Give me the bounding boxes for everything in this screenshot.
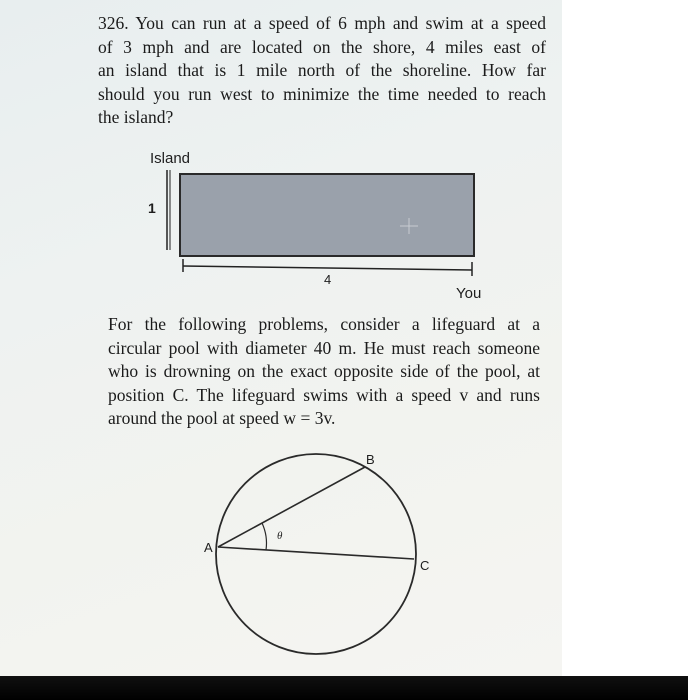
lifeguard-line: For the following problems, consider a lifeguard at a	[108, 314, 540, 334]
distance-label: 4	[324, 272, 332, 287]
lifeguard-line: who is drowning on the exact opposite side of the pool, at	[108, 361, 540, 381]
problem-326-line: the island?	[98, 107, 174, 127]
height-label: 1	[148, 200, 156, 216]
angle-arc	[262, 523, 267, 550]
diameter-line-ac	[218, 547, 414, 559]
right-margin	[562, 0, 688, 700]
point-a-label: A	[204, 540, 213, 555]
angle-theta-label: θ	[277, 530, 283, 542]
problem-326-line: of 3 mph and are located on the shore, 4 miles east of	[98, 36, 546, 57]
point-b-label: B	[366, 452, 375, 467]
problem-326-line: 326. You can run at a speed of 6 mph and swim at a speed	[98, 13, 546, 33]
island-label: Island	[150, 150, 191, 167]
bottom-edge	[0, 676, 688, 700]
chord-line-ab	[218, 467, 365, 547]
point-c-label: C	[420, 558, 430, 573]
lifeguard-line: circular pool with diameter 40 m. He must reach someone	[108, 337, 540, 358]
you-label: You	[456, 285, 482, 302]
problem-326-line: an island that is 1 mile north of the shoreline. How far	[98, 60, 546, 80]
pool-circle	[216, 454, 416, 654]
lifeguard-line: around the pool at speed w = 3v.	[108, 408, 336, 428]
problem-326-line: should you run west to minimize the time needed to reach	[98, 83, 546, 104]
lifeguard-line: position C. The lifeguard swims with a speed v and runs	[108, 384, 540, 405]
